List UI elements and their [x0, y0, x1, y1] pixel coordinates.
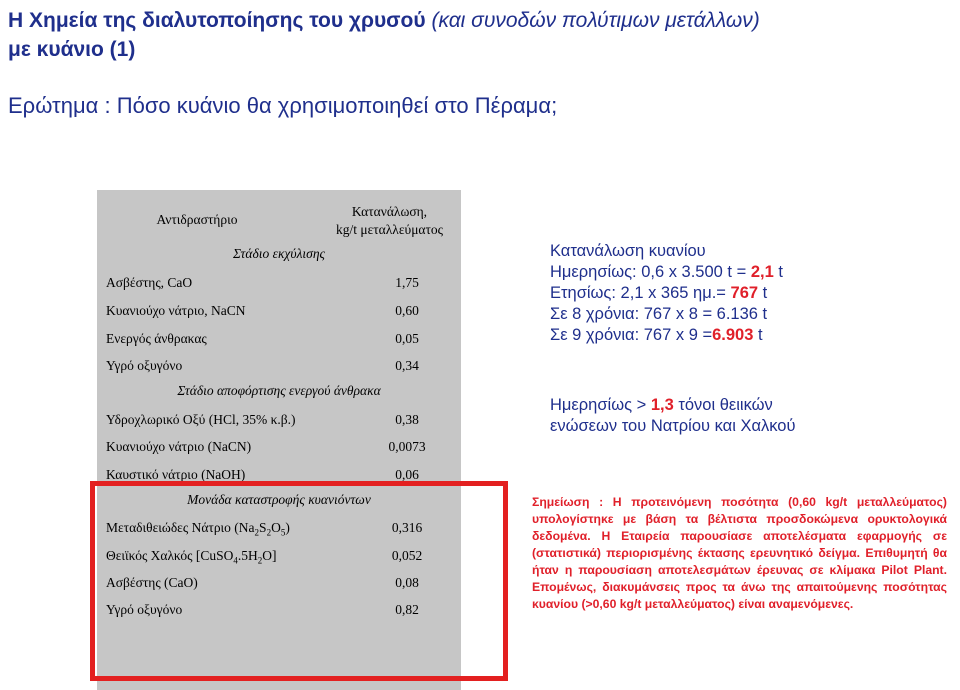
- row-value: 0,05: [395, 331, 419, 346]
- col1-header: Αντιδραστήριο: [156, 212, 238, 227]
- consumption-8-years: Σε 8 χρόνια: 767 x 8 = 6.136 t: [550, 305, 768, 323]
- row-label: Κυανιούχο νάτριο (NaCN): [106, 439, 252, 454]
- sulfur-line1: Ημερησίως > 1,3 τόνοι θειικών: [550, 396, 773, 414]
- row-label: Μεταδιθειώδες Νάτριο $(Na_2S_2O_5)$: [106, 520, 290, 538]
- sulfur-line2: ενώσεων του Νατρίου και Χαλκού: [550, 417, 796, 435]
- title-italic: (και συνοδών πολύτιμων μετάλλων): [431, 9, 760, 32]
- consumption-block: [550, 241, 783, 346]
- row-value: 0,60: [395, 303, 419, 318]
- row-label: Θειϊκός Χαλκός $[CuSO_4.5H_2O]$: [106, 548, 277, 566]
- table-row: [97, 409, 461, 431]
- row-value: 0,06: [395, 467, 419, 482]
- col2-header: [302, 203, 477, 239]
- row-value: 0,0073: [388, 439, 426, 454]
- row-label: Υγρό οξυγόνο: [106, 358, 183, 373]
- highlight-frame: [90, 481, 508, 681]
- title-line2: με κυάνιο (1): [8, 38, 136, 61]
- row-label: Καυστικό νάτριο (NaOH): [106, 467, 246, 482]
- row-label: Κυανιούχο νάτριο, NaCN: [106, 303, 246, 318]
- sulfur-compounds-block: [550, 395, 796, 437]
- consumption-9-years: Σε 9 χρόνια: 767 x 9 =6.903 t: [550, 326, 763, 344]
- section-cyanide-destruction: Μονάδα καταστροφής κυανιόντων: [187, 492, 371, 507]
- row-value: 0,052: [391, 548, 423, 563]
- row-label: Ενεργός άνθρακας: [106, 331, 207, 346]
- row-label: Υγρό οξυγόνο: [106, 602, 183, 617]
- col2-header-line1: Κατανάλωση,: [351, 204, 428, 219]
- table-row: [97, 355, 461, 377]
- title-main: Η Χημεία της διαλυτοποίησης του χρυσού: [8, 9, 426, 32]
- table-row: [97, 328, 461, 350]
- section-stripping: Στάδιο αποφόρτισης ενεργού άνθρακα: [177, 383, 381, 398]
- row-value: 1,75: [395, 275, 419, 290]
- section-leaching: Στάδιο εκχύλισης: [233, 246, 325, 261]
- row-label: Ασβέστης (CaO): [106, 575, 198, 590]
- consumption-heading: Κατανάλωση κυανίου: [550, 242, 706, 260]
- question-heading: Ερώτημα : Πόσο κυάνιο θα χρησιμοποιηθεί στο Πέραμα;: [8, 93, 558, 118]
- row-value: 0,08: [395, 575, 419, 590]
- col2-header-line2: kg/t μεταλλεύματος: [335, 222, 444, 237]
- row-label: Υδροχλωρικό Οξύ (HCl, 35% κ.β.): [106, 412, 296, 427]
- table-row: [97, 300, 461, 322]
- row-value: 0,34: [395, 358, 419, 373]
- row-value: 0,316: [391, 520, 423, 535]
- consumption-daily: Ημερησίως: 0,6 x 3.500 t = 2,1 t: [550, 263, 783, 281]
- row-value: 0,38: [395, 412, 419, 427]
- row-label: Ασβέστης, CaO: [106, 275, 193, 290]
- consumption-yearly: Ετησίως: 2,1 x 365 ημ.= 767 t: [550, 284, 768, 302]
- row-value: 0,82: [395, 602, 419, 617]
- page-title: [8, 6, 953, 64]
- table-row: [97, 272, 461, 294]
- table-row: [97, 436, 461, 458]
- note-paragraph: Σημείωση : Η προτεινόμενη ποσότητα (0,60 kg/t μεταλλεύματος) υπολογίστηκε με βάση τα βέλτιστα προσδοκώμενα ορυκτολογικά δεδομένα. Η Εταιρεία παρουσίασε αποτελέσματα εφαρμογής σε (στατιστικά) περιορισμένης έκτασης ερευνητικό δείγμα. Επιθυμητή θα ήταν η παρουσίαση αποτελεσμάτων έρευνας σε κλίμακα Pilot Plant. Επομένως, διακυμάνσεις προς τα άνω της απαιτούμενης ποσότητας κυανίου (>0,60 kg/t μεταλλεύματος) είναι αναμενόμενες.: [532, 495, 947, 611]
